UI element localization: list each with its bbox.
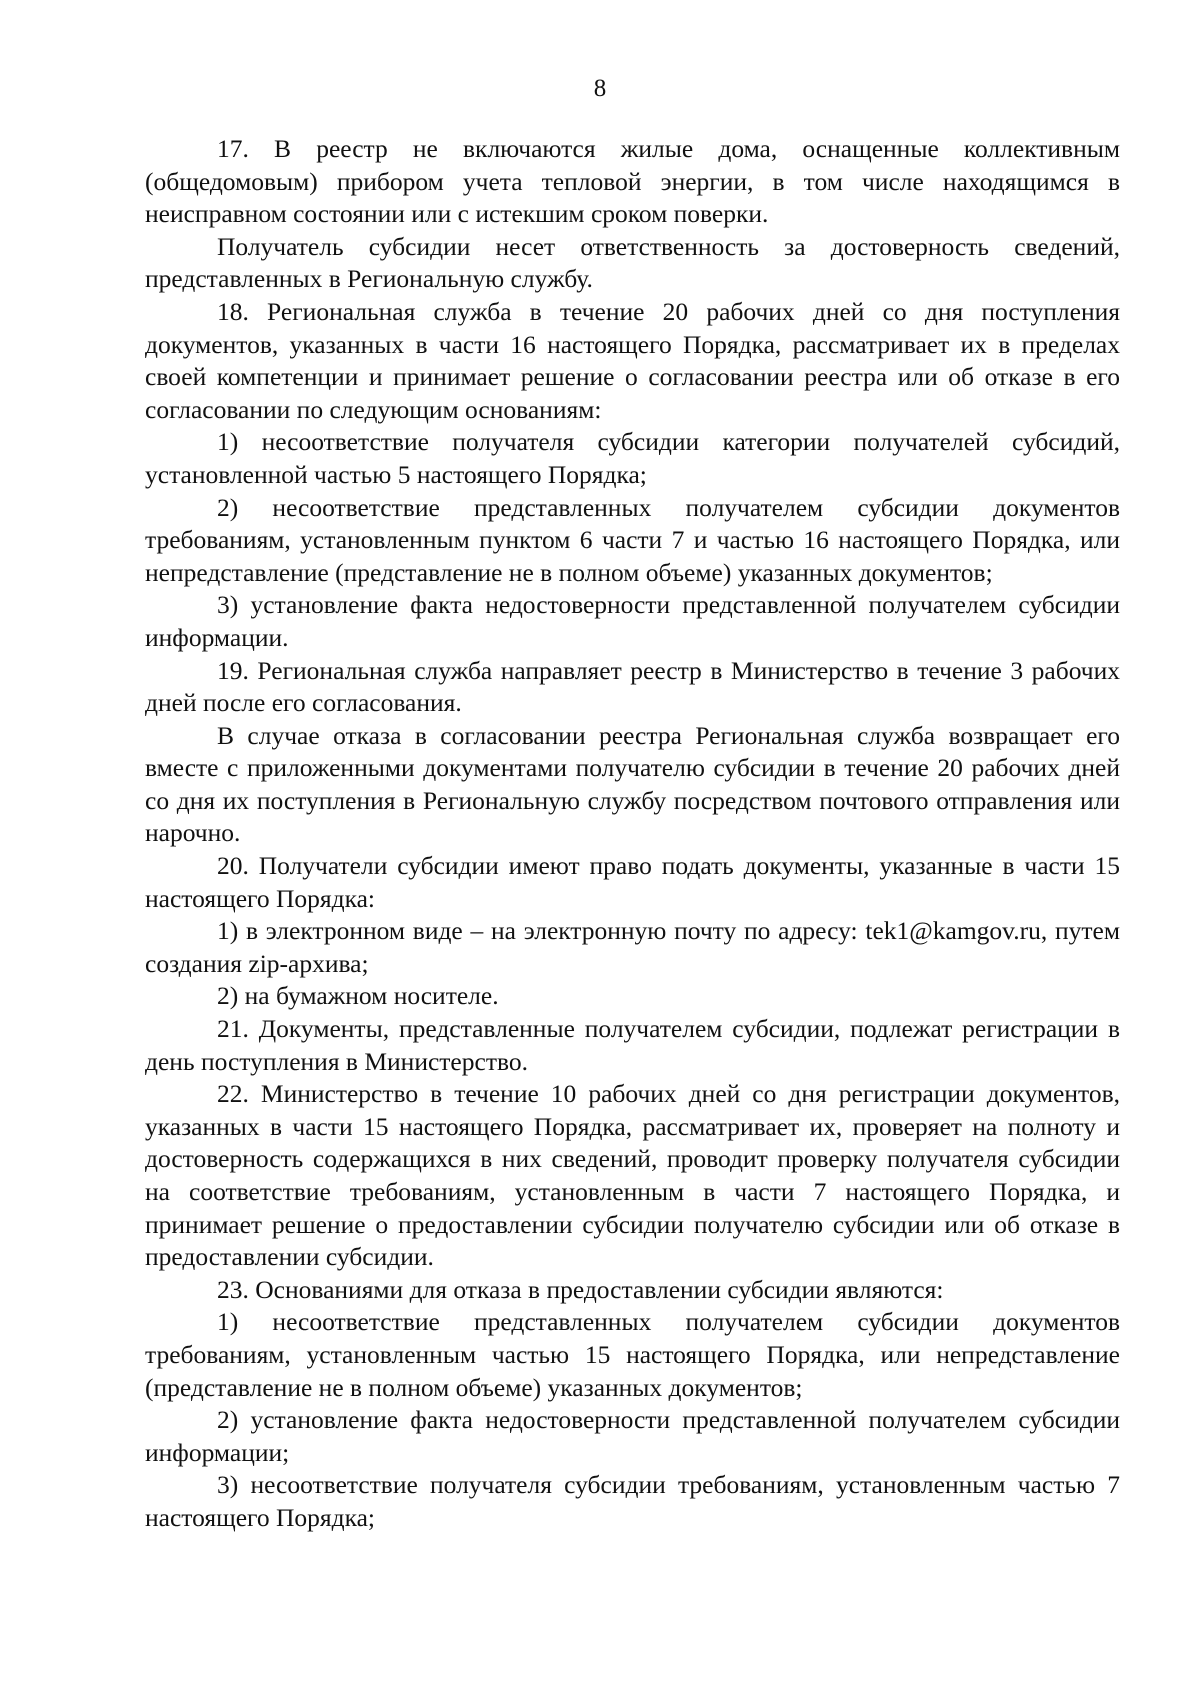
page-number: 8 (593, 75, 607, 102)
paragraph-18-item-2: 2) несоответствие представленных получателем субсидии документов требованиям, установленным пунктом 6 части 7 и частью 16 настоящего Порядка, или непредставление (представление не в полном объеме) указанных документов; (145, 492, 1120, 587)
paragraph-18: 18. Региональная служба в течение 20 рабочих дней со дня поступления документов, указанных в части 16 настоящего Порядка, рассматривает их в пределах своей компетенции и принимает решение о согласовании реестра или об отказе в его согласовании по следующим основаниям: (145, 296, 1120, 424)
paragraph-20: 20. Получатели субсидии имеют право подать документы, указанные в части 15 настоящего Порядка: (145, 851, 1120, 913)
paragraph-23-item-2: 2) установление факта недостоверности представленной получателем субсидии информации; (145, 1405, 1120, 1467)
paragraph-20-item-2: 2) на бумажном носителе. (217, 981, 499, 1011)
paragraph-21: 21. Документы, представленные получателем субсидии, подлежат регистрации в день поступления в Министерство. (145, 1014, 1120, 1076)
paragraph-20-item-1: 1) в электронном виде – на электронную почту по адресу: tek1@kamgov.ru, путем создания zip-архива; (145, 916, 1120, 978)
paragraph-19-refusal: В случае отказа в согласовании реестра Региональная служба возвращает его вместе с приложенными документами получателю субсидии в течение 20 рабочих дней со дня их поступления в Региональную службу посредством почтового отправления или нарочно. (145, 720, 1120, 848)
paragraph-responsibility: Получатель субсидии несет ответственность за достоверность сведений, представленных в Региональную службу. (145, 231, 1120, 294)
paragraph-18-item-1: 1) несоответствие получателя субсидии категории получателей субсидий, установленной частью 5 настоящего Порядка; (145, 427, 1120, 489)
paragraph-22: 22. Министерство в течение 10 рабочих дней со дня регистрации документов, указанных в части 15 настоящего Порядка, рассматривает их, проверяет на полноту и достоверность содержащихся в них сведений, проводит проверку получателя субсидии на соответствие требованиям, установленным в части 7 настоящего Порядка, и принимает решение о предоставлении субсидии получателю субсидии или об отказе в предоставлении субсидии. (145, 1079, 1120, 1272)
paragraph-19: 19. Региональная служба направляет реестр в Министерство в течение 3 рабочих дней после его согласования. (145, 655, 1120, 718)
paragraph-23: 23. Основаниями для отказа в предоставлении субсидии являются: (217, 1274, 944, 1304)
paragraph-23-item-1: 1) несоответствие представленных получателем субсидии документов требованиям, установленным частью 15 настоящего Порядка, или непредставление (представление не в полном объеме) указанных документов; (145, 1307, 1120, 1402)
paragraph-17: 17. В реестр не включаются жилые дома, оснащенные коллективным (общедомовым) прибором учета тепловой энергии, в том числе находящимся в неисправном состоянии или с истекшим сроком поверки. (145, 134, 1120, 229)
document-body (145, 133, 1120, 1535)
paragraph-18-item-3: 3) установление факта недостоверности представленной получателем субсидии информации. (145, 590, 1120, 652)
paragraph-23-item-3: 3) несоответствие получателя субсидии требованиям, установленным частью 7 настоящего Порядка; (145, 1470, 1120, 1532)
